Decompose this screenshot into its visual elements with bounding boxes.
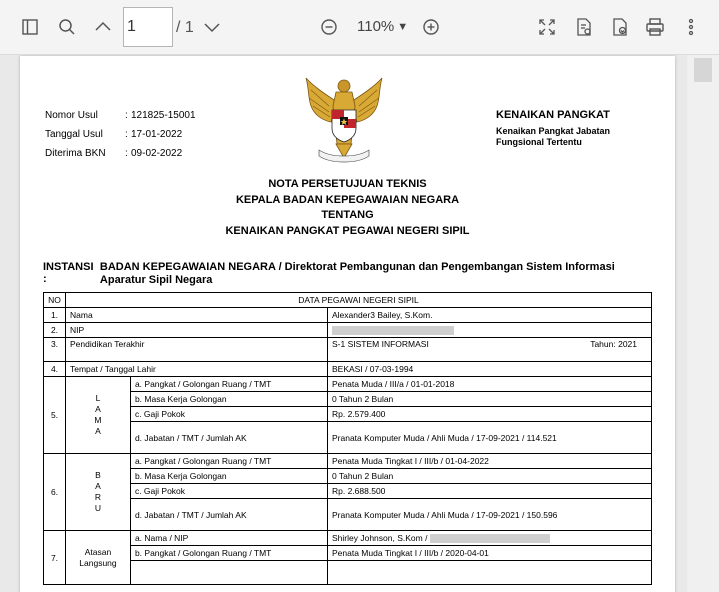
table-cell: Penata Muda / III/a / 01-01-2018 (328, 377, 652, 392)
table-cell: 3. (44, 338, 66, 362)
previous-page-icon[interactable] (90, 14, 116, 40)
more-options-icon[interactable] (678, 14, 704, 40)
table-cell: Penata Muda Tingkat I / III/b / 01-04-2022 (328, 454, 652, 469)
table-cell: b. Pangkat / Golongan Ruang / TMT (130, 546, 327, 561)
table-cell: NIP (66, 323, 328, 338)
education-value: S-1 SISTEM INFORMASI (332, 339, 429, 349)
table-row (44, 338, 652, 362)
table-row (44, 392, 652, 407)
table-cell: b. Masa Kerja Golongan (130, 469, 327, 484)
employee-data-table (43, 292, 652, 585)
table-row (44, 546, 652, 561)
table-cell (328, 531, 652, 546)
group-atasan: Atasan Langsung (66, 531, 131, 585)
zoom-select[interactable] (357, 18, 408, 35)
table-row (44, 293, 652, 308)
table-row (44, 454, 652, 469)
table-cell: a. Pangkat / Golongan Ruang / TMT (130, 377, 327, 392)
redacted-supervisor-nip (430, 534, 550, 543)
supervisor-name: Shirley Johnson, S.Kom / (332, 532, 428, 543)
table-cell: 6. (44, 454, 66, 531)
table-row (44, 484, 652, 499)
instansi (43, 261, 643, 287)
table-cell: Pendidikan Terakhir (66, 338, 328, 362)
table-cell: Rp. 2.688.500 (328, 484, 652, 499)
table-cell: a. Nama / NIP (130, 531, 327, 546)
table-header: DATA PEGAWAI NEGERI SIPIL (66, 293, 652, 308)
table-cell: NO (44, 293, 66, 308)
table-cell: 5. (44, 377, 66, 454)
table-row (44, 377, 652, 392)
table-cell (328, 323, 652, 338)
group-lama: L A M A (66, 377, 131, 454)
pdf-toolbar (0, 0, 719, 55)
table-row (44, 407, 652, 422)
table-cell: b. Masa Kerja Golongan (130, 392, 327, 407)
zoom-value: 110% (357, 18, 395, 35)
submission-meta: Nomor Usul : 121825-15001 Tanggal Usul : 17-01-2022 Diterima BKN : 09-02-2022 (45, 110, 196, 167)
table-row (44, 323, 652, 338)
table-cell: d. Jabatan / TMT / Jumlah AK (130, 499, 327, 531)
table-cell: 7. (44, 531, 66, 585)
next-page-icon[interactable] (199, 14, 225, 40)
table-cell: Pranata Komputer Muda / Ahli Muda / 17-09-2021 / 150.596 (328, 499, 652, 531)
fit-page-icon[interactable] (534, 14, 560, 40)
instansi-value: BADAN KEPEGAWAIAN NEGARA / Direktorat Pembangunan dan Pengembangan Sistem Informasi Aparatur Sipil Negara (99, 261, 615, 286)
table-cell: Alexander3 Bailey, S.Kom. (328, 308, 652, 323)
page-number-input[interactable] (123, 7, 173, 47)
table-cell: 1. (44, 308, 66, 323)
table-cell: 2. (44, 323, 66, 338)
promotion-type-subtitle: Kenaikan Pangkat Jabatan Fungsional Tertentu (496, 126, 611, 147)
table-cell: Pranata Komputer Muda / Ahli Muda / 17-09-2021 / 114.521 (328, 422, 652, 454)
table-cell: 0 Tahun 2 Bulan (328, 392, 652, 407)
table-cell: d. Jabatan / TMT / Jumlah AK (130, 422, 327, 454)
group-baru: B A R U (66, 454, 131, 531)
scrollbar-thumb[interactable] (694, 58, 712, 82)
meta-value: 17-01-2022 (131, 129, 183, 140)
table-cell: Penata Muda Tingkat I / III/b / 2020-04-01 (328, 546, 652, 561)
table-cell (130, 561, 327, 585)
table-row (44, 469, 652, 484)
table-cell: c. Gaji Pokok (130, 407, 327, 422)
search-icon[interactable] (54, 14, 80, 40)
redacted-nip (332, 326, 454, 335)
table-cell: c. Gaji Pokok (130, 484, 327, 499)
zoom-out-icon[interactable] (316, 14, 342, 40)
document-title (20, 177, 675, 239)
table-cell: BEKASI / 07-03-1994 (328, 362, 652, 377)
chevron-down-icon: ▼ (397, 20, 409, 33)
garuda-emblem-icon (303, 76, 385, 164)
meta-value: 09-02-2022 (131, 148, 183, 159)
meta-label: Diterima BKN (45, 148, 106, 159)
document-viewer[interactable] (0, 55, 719, 592)
title-line: KEPALA BADAN KEPEGAWAIAN NEGARA (235, 193, 460, 206)
table-cell: 4. (44, 362, 66, 377)
vertical-scrollbar[interactable] (687, 55, 719, 592)
table-row (44, 561, 652, 585)
meta-label: Nomor Usul (45, 110, 98, 121)
meta-label: Tanggal Usul (45, 129, 103, 140)
title-line: NOTA PERSETUJUAN TEKNIS (268, 178, 427, 190)
table-row (44, 308, 652, 323)
page-total: / 1 (176, 19, 194, 36)
promotion-type (496, 109, 626, 148)
table-cell (328, 338, 652, 362)
zoom-in-icon[interactable] (418, 14, 444, 40)
table-row (44, 531, 652, 546)
title-line: TENTANG (321, 209, 374, 221)
table-cell: Tempat / Tanggal Lahir (66, 362, 328, 377)
table-row (44, 422, 652, 454)
document-properties-icon[interactable] (571, 14, 597, 40)
print-icon[interactable] (642, 14, 668, 40)
title-line: KENAIKAN PANGKAT PEGAWAI NEGERI SIPIL (225, 224, 470, 237)
meta-value: 121825-15001 (131, 110, 196, 121)
table-cell: Nama (66, 308, 328, 323)
pdf-page (20, 56, 675, 592)
table-cell: Rp. 2.579.400 (328, 407, 652, 422)
education-year: Tahun: 2021 (590, 339, 637, 349)
table-cell: 0 Tahun 2 Bulan (328, 469, 652, 484)
download-icon[interactable] (607, 14, 633, 40)
sidebar-toggle-icon[interactable] (17, 14, 43, 40)
instansi-label: INSTANSI : (43, 261, 94, 285)
promotion-type-title: KENAIKAN PANGKAT (496, 109, 610, 121)
table-row (44, 362, 652, 377)
table-cell (328, 561, 652, 585)
table-cell: a. Pangkat / Golongan Ruang / TMT (130, 454, 327, 469)
table-row (44, 499, 652, 531)
